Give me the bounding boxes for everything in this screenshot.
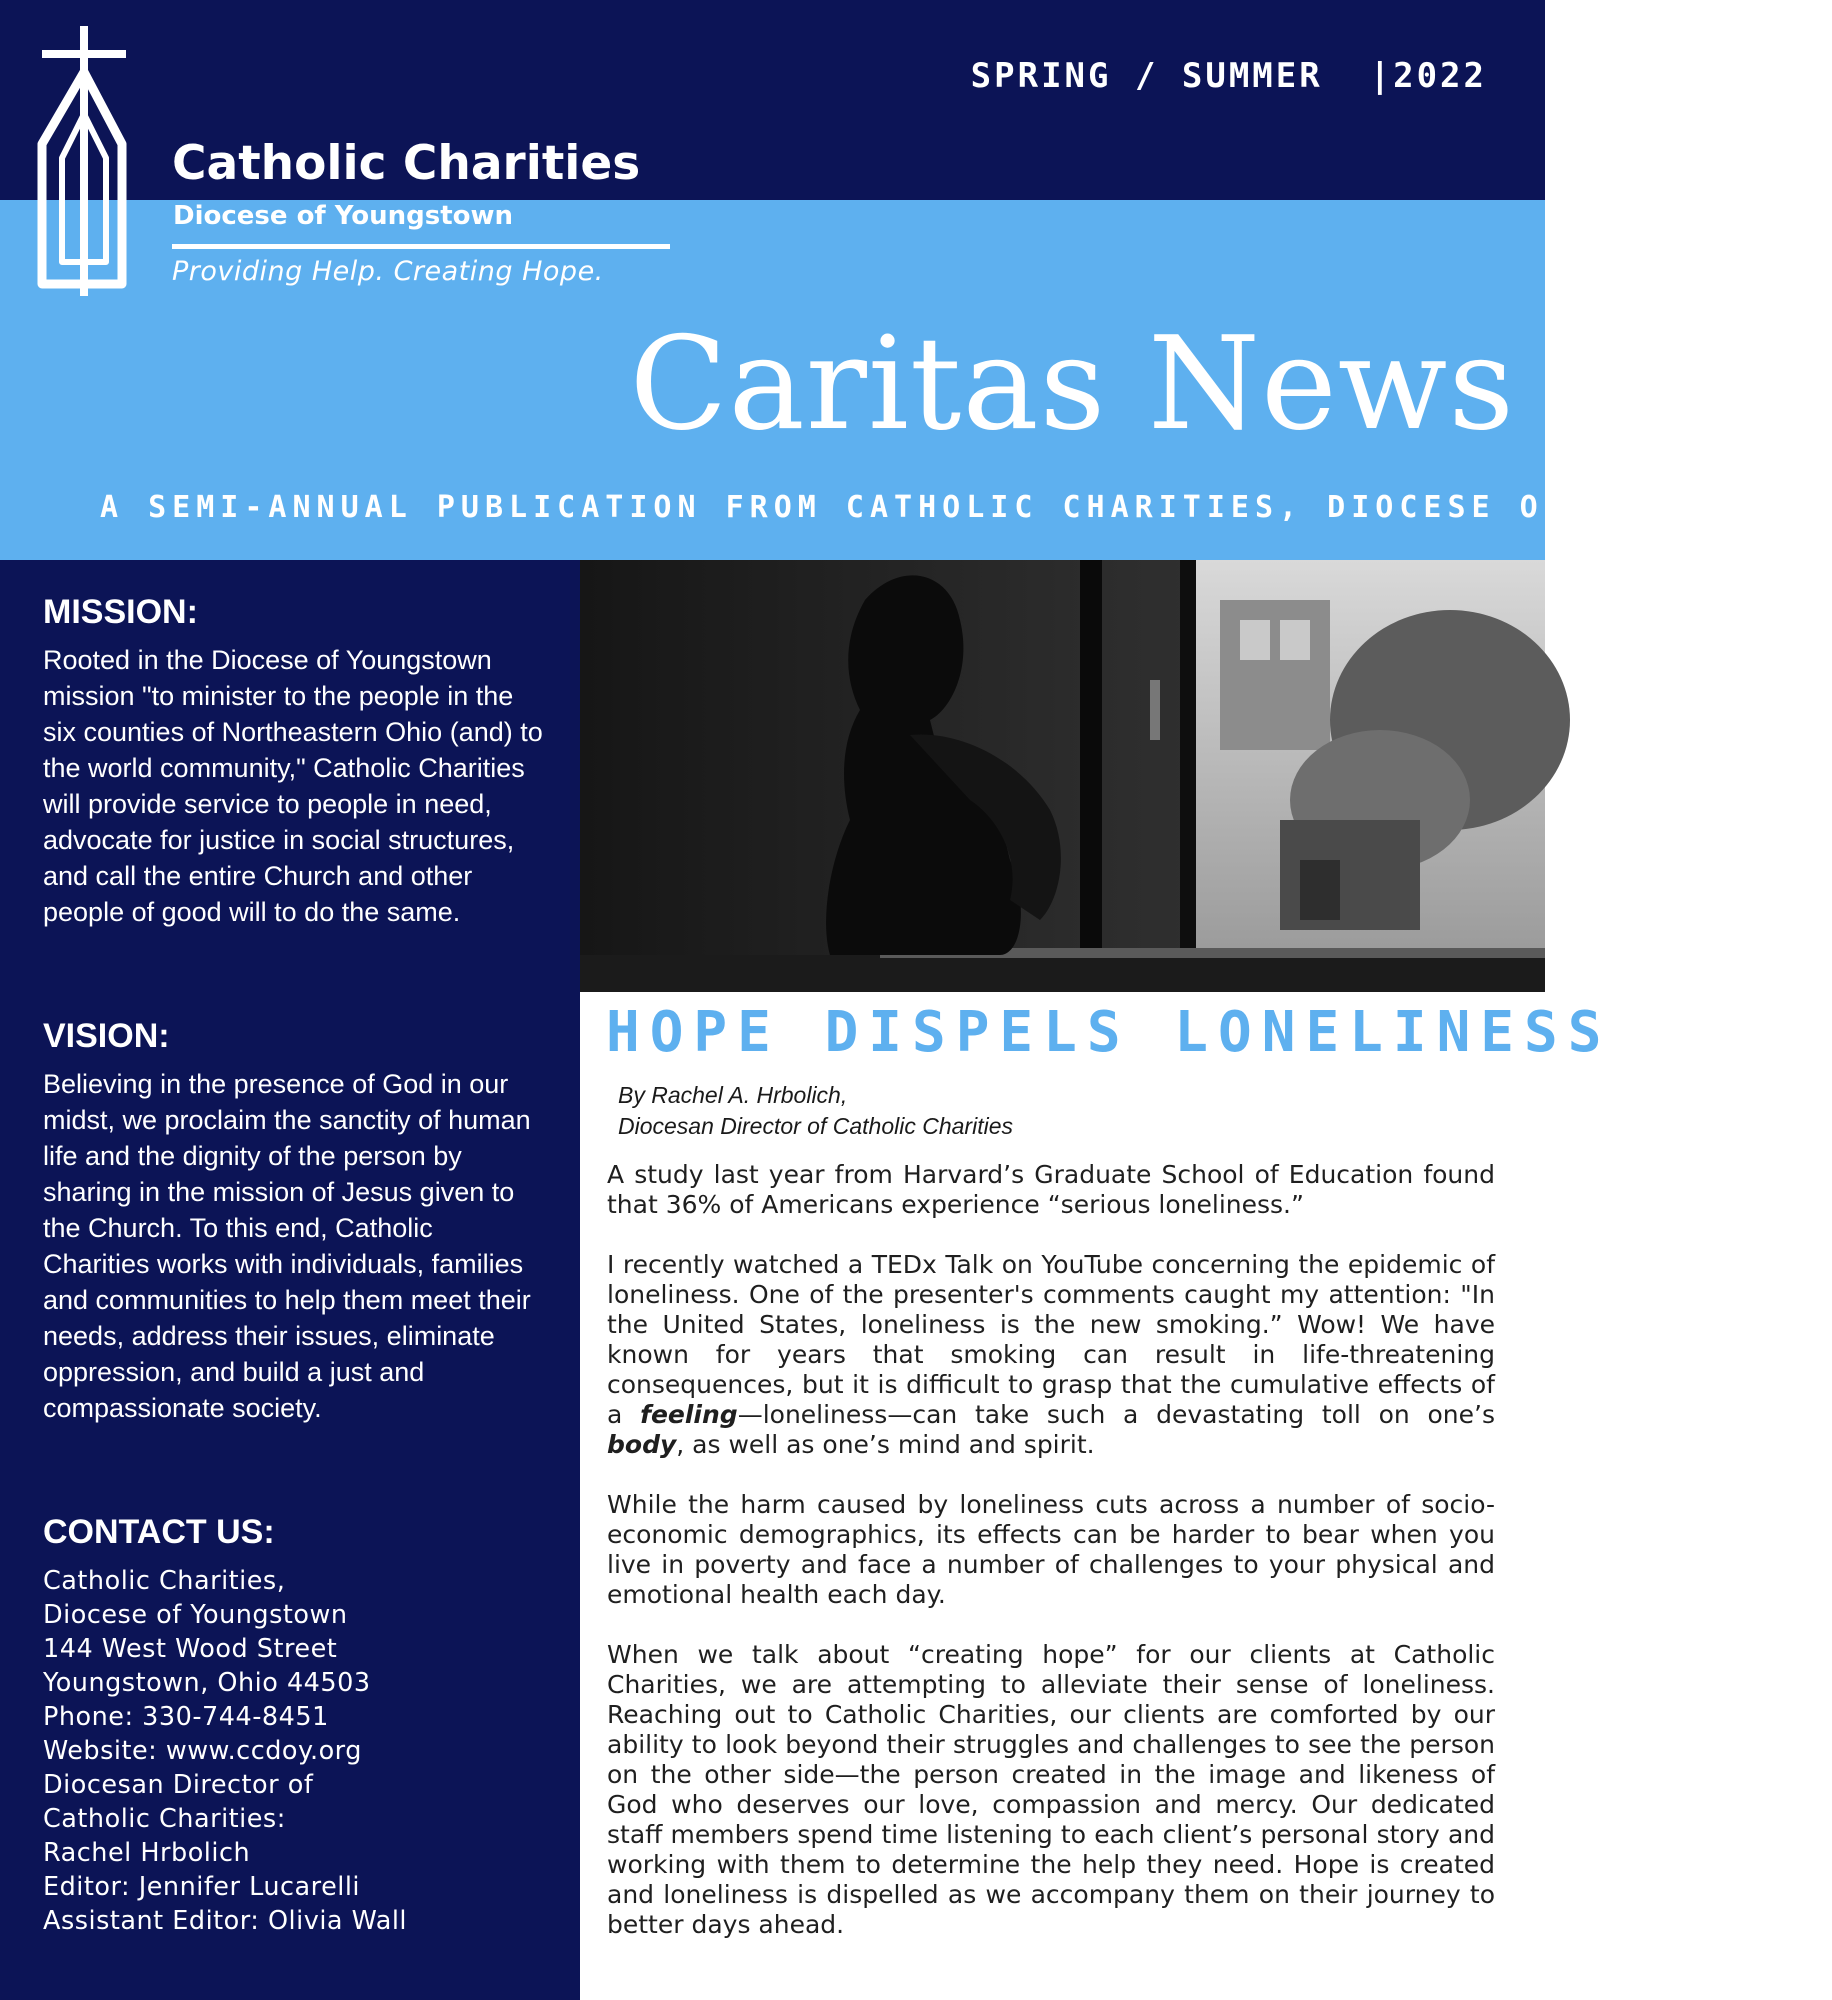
contact-editor: Editor: Jennifer Lucarelli: [43, 1872, 361, 1902]
emphasis-body: body: [607, 1430, 677, 1459]
contact-heading: CONTACT US:: [43, 1513, 275, 1551]
contact-director: Rachel Hrbolich: [43, 1838, 251, 1868]
org-name: Catholic Charities: [172, 136, 641, 191]
vision-text: Believing in the presence of God in our midst, we proclaim the sanctity of human life and the dignity of the person by sharing in the mission of Jesus given to the Church. To this end, Catholic Charities works with individuals, families and communities to help them meet their needs, address their issues, eliminate oppression, and build a just and compassionate society.: [43, 1069, 531, 1423]
mission-section: [43, 592, 543, 930]
contact-line: Catholic Charities:: [43, 1804, 286, 1834]
byline-role: Diocesan Director of Catholic Charities: [618, 1113, 1013, 1139]
org-tagline: Providing Help. Creating Hope.: [172, 256, 604, 287]
vision-heading: VISION:: [43, 1017, 170, 1055]
masthead-title: Caritas News: [629, 310, 1515, 459]
org-divider: [172, 244, 670, 249]
masthead-subtitle: A SEMI-ANNUAL PUBLICATION FROM CATHOLIC CHARITIES, DIOCESE OF YOUNGSTOWN: [100, 490, 1832, 525]
article-title: HOPE DISPELS LONELINESS: [606, 1000, 1612, 1065]
contact-website: Website: www.ccdoy.org: [43, 1736, 362, 1766]
emphasis-feeling: feeling: [640, 1400, 738, 1429]
org-subtitle: Diocese of Youngstown: [173, 201, 514, 231]
contact-line: Catholic Charities,: [43, 1566, 286, 1596]
contact-assistant-editor: Assistant Editor: Olivia Wall: [43, 1906, 408, 1936]
lonely-girl-window-photo: [580, 560, 1545, 992]
article-paragraph: While the harm caused by loneliness cuts across a number of socio-economic demographics, its effects can be harder to bear when you live in poverty and face a number of challenges to your physical and emotional health each day.: [607, 1490, 1495, 1609]
contact-city: Youngstown, Ohio 44503: [43, 1668, 371, 1698]
cross-church-logo-icon: [24, 26, 144, 296]
article-paragraph: A study last year from Harvard’s Graduate School of Education found that 36% of Americans experience “serious loneliness.”: [607, 1160, 1495, 1219]
contact-line: Diocesan Director of: [43, 1770, 314, 1800]
byline-author: By Rachel A. Hrbolich,: [618, 1082, 848, 1108]
contact-line: Diocese of Youngstown: [43, 1600, 348, 1630]
mission-text: Rooted in the Diocese of Youngstown mission "to minister to the people in the six counties of Northeastern Ohio (and) to the world community," Catholic Charities will provide service to people in need, advocate for justice in social structures, and call the entire Church and other people of good will to do the same.: [43, 645, 543, 927]
contact-section: [43, 1512, 543, 1938]
article-paragraph: When we talk about “creating hope” for our clients at Catholic Charities, we are attempting to alleviate their sense of loneliness. Reaching out to Catholic Charities, our clients are comforted by our ability to look beyond their struggles and challenges to see the person on the other side—the person created in the image and likeness of God who deserves our love, compassion and mercy. Our dedicated staff members spend time listening to each client’s personal story and working with them to determine the help they need. Hope is created and loneliness is dispelled as we accompany them on their journey to better days ahead.: [607, 1640, 1495, 1939]
vision-section: [43, 1016, 543, 1426]
issue-date: SPRING / SUMMER |2022: [970, 56, 1487, 96]
article-body: [607, 1160, 1495, 1970]
mission-heading: MISSION:: [43, 593, 198, 631]
contact-address: 144 West Wood Street: [43, 1634, 338, 1664]
contact-phone: Phone: 330-744-8451: [43, 1702, 329, 1732]
article-byline: [618, 1080, 1013, 1142]
article-paragraph: I recently watched a TEDx Talk on YouTube concerning the epidemic of loneliness. One of the presenter's comments caught my attention: "In the United States, loneliness is the new smoking.” Wow! We have known for years that smoking can result in life-threatening consequences, but it is difficult to grasp that the cumulative effects of a feeling—loneliness—can take such a devastating toll on one’s body, as well as one’s mind and spirit.: [607, 1250, 1495, 1459]
